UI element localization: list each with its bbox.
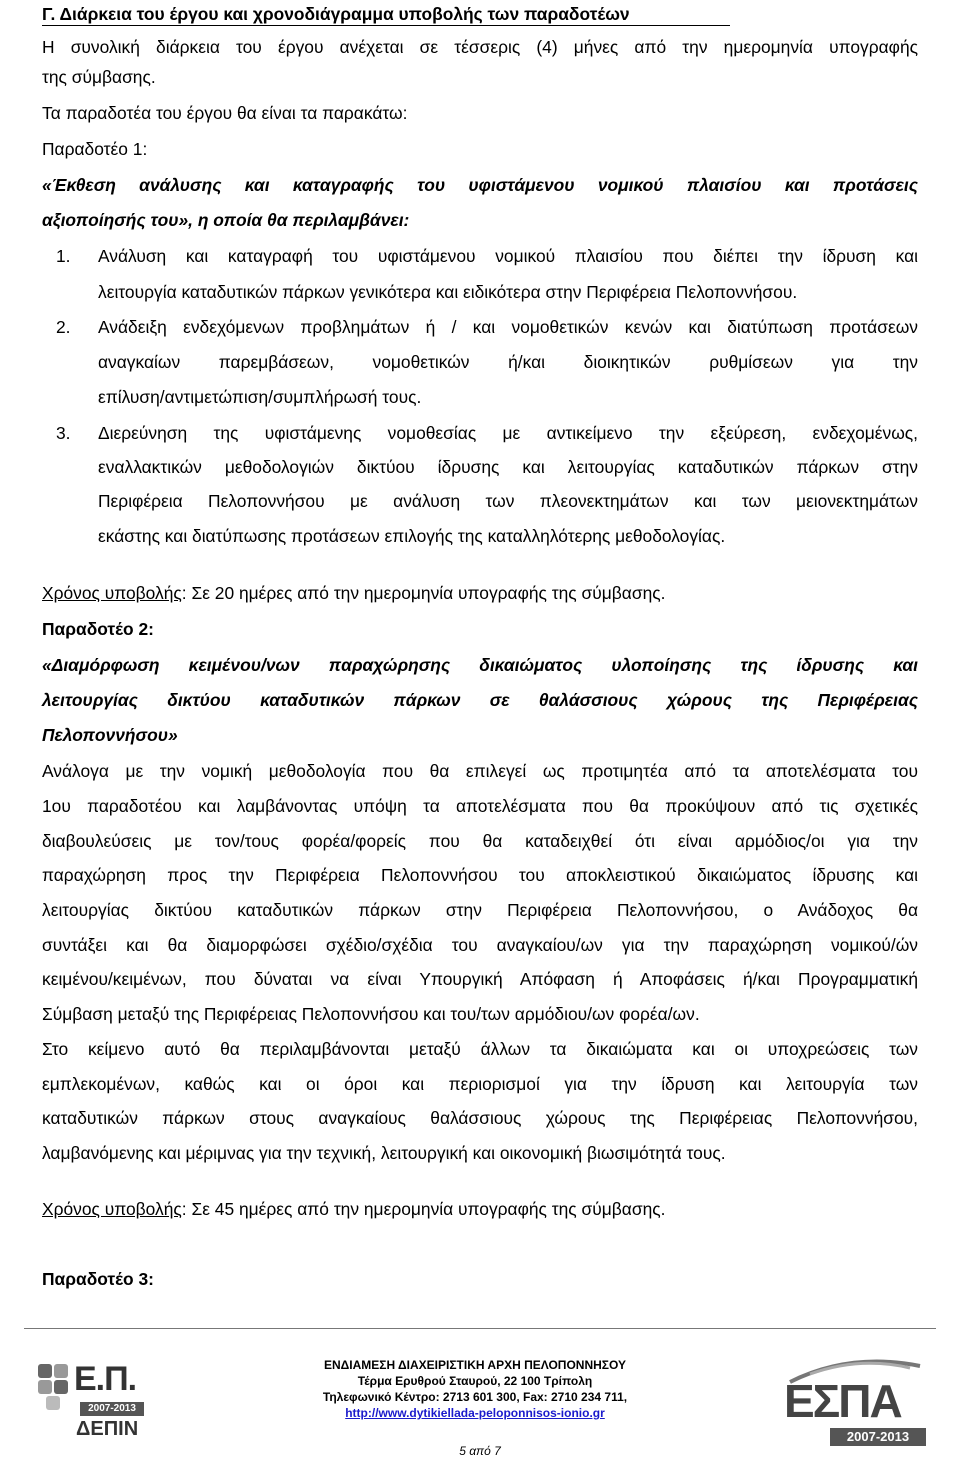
deliverable-1-deadline [42,582,665,604]
para2-line-3: καταδυτικών πάρκων στους αναγκαίους θαλάσσιους χώρους της Περιφέρειας Πελοποννήσου, [42,1108,918,1128]
deadline-label: Χρόνος υποβολής [42,583,182,603]
para1-line-3: διαβουλεύσεις με τον/τους φορέα/φορείς που θα καταδειχθεί ότι είναι αρμόδιος/οι για την [42,831,918,851]
para1-line-8: Σύμβαση μεταξύ της Περιφέρειας Πελοποννήσου και του/των αρμόδιου/ων φορέα/ων. [42,1004,700,1024]
page-number: 5 από 7 [459,1444,501,1458]
para1-line-2: 1ου παραδοτέου και λαμβάνοντας υπόψη τα αποτελέσματα που θα προκύψουν από τις σχετικές [42,796,918,816]
espa-logo [770,1352,930,1448]
list-item-3-line-3: Περιφέρεια Πελοποννήσου με ανάλυση των πλεονεκτημάτων και των μειονεκτημάτων [98,491,918,511]
list-item-3-line-1: Διερεύνηση της υφιστάμενης νομοθεσίας με αντικείμενο την εξεύρεση, ενδεχομένως, [98,423,918,443]
list-item-number: 2. [56,317,71,337]
section-heading [42,3,630,25]
footer-org: ΕΝΔΙΑΜΕΣΗ ΔΙΑΧΕΙΡΙΣΤΙΚΗ ΑΡΧΗ ΠΕΛΟΠΟΝΝΗΣΟΥ [323,1358,626,1372]
section-heading-text: Γ. Διάρκεια του έργου και χρονοδιάγραμμα υποβολής των παραδοτέων [42,4,630,24]
deliverable-3-label: Παραδοτέο 3: [42,1269,154,1289]
list-item-3-line-4: εκάστης και διατύπωσης προτάσεων επιλογής της καταλληλότερης μεθοδολογίας. [98,526,726,546]
list-item-3-line-2: εναλλακτικών μεθοδολογιών δικτύου ίδρυσης και λειτουργίας καταδυτικών πάρκων στην [98,457,918,477]
deadline-text: : Σε 20 ημέρες από την ημερομηνία υπογραφής της σύμβασης. [181,583,666,603]
intro-line-1: Η συνολική διάρκεια του έργου ανέχεται σε τέσσερις (4) μήνες από την ημερομηνία υπογραφής [42,37,918,57]
epin-logo-name: ΔΕΠΙΝ [76,1418,139,1440]
para2-line-1: Στο κείμενο αυτό θα περιλαμβάνονται μεταξύ άλλων τα δικαιώματα και οι υποχρεώσεις των [42,1039,918,1059]
deliverable-2-deadline [42,1198,665,1220]
espa-logo-big: ΕΣΠΑ [784,1375,901,1427]
footer-phone: Τηλεφωνικό Κέντρο: 2713 601 300, Fax: 2710 234 711, [322,1390,628,1404]
footer-url-link[interactable]: http://www.dytikiellada-peloponnisos-ionio.gr [345,1406,605,1420]
list-item-2-line-2: αναγκαίων παρεμβάσεων, νομοθετικών ή/και διοικητικών ρυθμίσεων για την [98,352,918,372]
deliverable-2-title-1: «Διαμόρφωση κειμένου/νων παραχώρησης δικαιώματος υλοποίησης της ίδρυσης και [42,655,918,675]
epin-logo-big: Ε.Π. [74,1360,137,1398]
para1-line-1: Ανάλογα με την νομική μεθοδολογία που θα επιλεγεί ως προτιμητέα από τα αποτελέσματα του [42,761,918,781]
para2-line-2: εμπλεκομένων, καθώς και οι όροι και περιορισμοί για την ίδρυση και λειτουργία των [42,1074,918,1094]
epin-logo [36,1358,148,1448]
footer-url-row [250,1406,700,1421]
para1-line-5: λειτουργίας δικτύου καταδυτικών πάρκων στην Περιφέρεια Πελοποννήσου, ο Ανάδοχος θα [42,900,918,920]
list-item-2-line-1: Ανάδειξη ενδεχόμενων προβλημάτων ή / και νομοθετικών κενών και διατύπωση προτάσεων [98,317,918,337]
list-item-1-line-1: Ανάλυση και καταγραφή του υφιστάμενου νομικού πλαισίου που διέπει την ίδρυση και [98,246,918,266]
deadline-text: : Σε 45 ημέρες από την ημερομηνία υπογραφής της σύμβασης. [181,1199,666,1219]
deliverable-2-label: Παραδοτέο 2: [42,619,154,639]
deliverable-1-title-1: «Έκθεση ανάλυσης και καταγραφής του υφιστάμενου νομικού πλαισίου και προτάσεις [42,175,918,195]
para2-line-4: λαμβανόμενης και μέριμνας για την τεχνική, λειτουργική και οικονομική βιωσιμότητά τους. [42,1143,726,1163]
para1-line-4: παραχώρηση προς την Περιφέρεια Πελοποννήσου του αποκλειστικού δικαιώματος ίδρυσης και [42,865,918,885]
deliverable-2-title-2: λειτουργίας δικτύου καταδυτικών πάρκων σε θαλάσσιους χώρους της Περιφέρειας [42,690,918,710]
list-item-number: 1. [56,246,71,266]
para1-line-6: συντάξει και θα διαμορφώσει σχέδιο/σχέδια του αναγκαίου/ων για την παραχώρηση νομικού/ών [42,935,918,955]
footer-address: Τέρμα Ερυθρού Σταυρού, 22 100 Τρίπολη [357,1374,593,1388]
deliverable-1-label: Παραδοτέο 1: [42,139,148,159]
epin-logo-years: 2007-2013 [80,1402,144,1416]
deadline-label: Χρόνος υποβολής [42,1199,182,1219]
list-item-2-line-3: επίλυση/αντιμετώπιση/συμπλήρωσή τους. [98,387,422,407]
intro-line-3: Τα παραδοτέα του έργου θα είναι τα παρακάτω: [42,103,408,123]
heading-underline [42,25,730,26]
para1-line-7: κειμένου/κειμένων, που δύναται να είναι Υπουργική Απόφαση ή Αποφάσεις ή/και Προγραμματική [42,969,918,989]
intro-line-2: της σύμβασης. [42,67,156,87]
deliverable-1-title-2: αξιοποίησής του», η οποία θα περιλαμβάνει: [42,210,410,230]
deliverable-2-title-3: Πελοποννήσου» [42,725,178,745]
espa-logo-years: 2007-2013 [830,1428,926,1446]
footer-separator [24,1328,936,1329]
list-item-number: 3. [56,423,71,443]
list-item-1-line-2: λειτουργία καταδυτικών πάρκων γενικότερα και ειδικότερα στην Περιφέρεια Πελοποννήσου. [98,282,798,302]
